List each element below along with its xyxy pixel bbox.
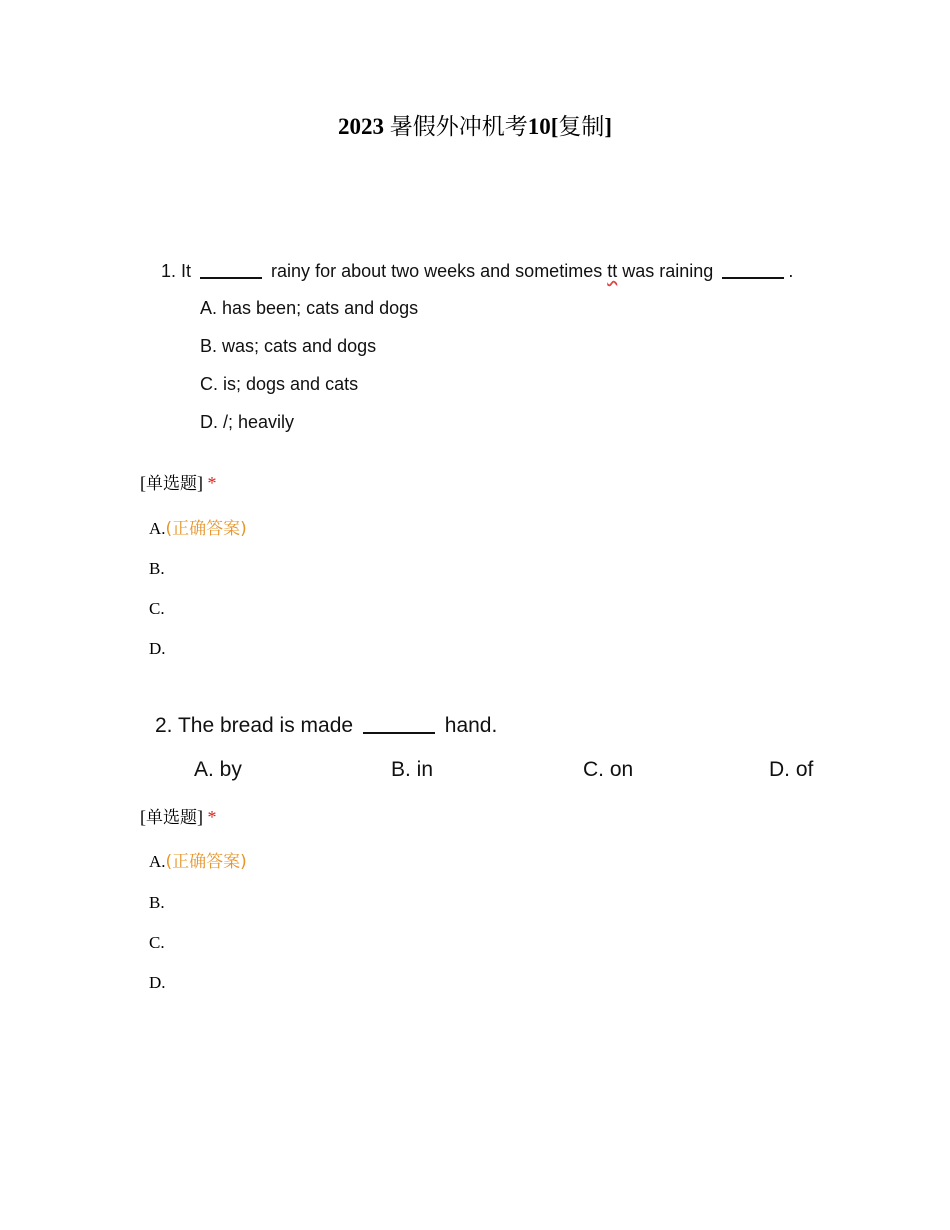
q1-correct-tag: (正确答案) — [165, 519, 247, 539]
q1-stem-part2: rainy for about two weeks and sometimes — [271, 261, 603, 281]
q1-blank-2 — [722, 276, 784, 279]
q2-option-c: C. on — [583, 758, 634, 781]
q1-option-b: B. was; cats and dogs — [200, 336, 377, 356]
q2-option-d: D. of — [769, 758, 814, 781]
q2-answer-c-label: C. — [149, 933, 165, 952]
q1-stem-part1: 1. It — [161, 261, 192, 281]
q1-option-d: D. /; heavily — [200, 412, 295, 432]
q1-type-label — [140, 471, 217, 496]
q1-type-close: ] — [197, 473, 203, 493]
q1-answer-a-label: A. — [149, 519, 166, 538]
q2-type-open: [ — [140, 807, 146, 827]
q1-blank-1 — [200, 276, 262, 279]
q1-type-open: [ — [140, 473, 146, 493]
q2-blank — [363, 731, 435, 734]
q1-answer-a[interactable] — [149, 517, 247, 541]
q1-stem-typo: tt — [607, 261, 618, 281]
q1-stem-part3: was raining — [622, 261, 714, 281]
q1-answer-d-label: D. — [149, 639, 166, 658]
q2-option-a: A. by — [194, 758, 242, 781]
q1-answer-d[interactable] — [149, 637, 166, 661]
q1-answer-c-label: C. — [149, 599, 165, 618]
title-number: 2023 — [337, 114, 384, 139]
q2-answer-b[interactable] — [149, 891, 165, 915]
title-bracket-open: [ — [550, 114, 559, 139]
q1-option-a: A. has been; cats and dogs — [200, 298, 419, 318]
q1-answer-c[interactable] — [149, 597, 165, 621]
q1-option-c: C. is; dogs and cats — [200, 374, 359, 394]
q1-required-mark: * — [207, 473, 217, 493]
q2-answer-c[interactable] — [149, 931, 165, 955]
q2-correct-tag: (正确答案) — [165, 852, 247, 872]
q2-answer-d[interactable] — [149, 971, 166, 995]
page-title — [0, 111, 950, 143]
q2-type-text: 单选题 — [146, 808, 197, 828]
question-1-stem — [161, 258, 793, 284]
q1-type-text: 单选题 — [146, 474, 197, 494]
q2-stem-part1: 2. The bread is made — [155, 714, 354, 737]
q2-answer-d-label: D. — [149, 973, 166, 992]
question-2-stem — [155, 711, 497, 741]
q1-answer-b[interactable] — [149, 557, 165, 581]
q1-answer-b-label: B. — [149, 559, 165, 578]
q2-type-label — [140, 805, 217, 830]
q2-required-mark: * — [207, 807, 217, 827]
q2-answer-a-label: A. — [149, 852, 166, 871]
q2-answer-b-label: B. — [149, 893, 165, 912]
title-chinese: 暑假外冲机考 — [389, 114, 528, 140]
q1-stem-end: . — [788, 261, 794, 281]
q2-stem-part2: hand. — [444, 714, 498, 737]
q2-answer-a[interactable] — [149, 850, 247, 874]
title-copy: 复制 — [558, 114, 605, 140]
title-number-2: 10 — [527, 114, 551, 139]
q2-type-close: ] — [197, 807, 203, 827]
title-bracket-close: ] — [604, 114, 613, 139]
q2-option-b: B. in — [391, 758, 434, 781]
